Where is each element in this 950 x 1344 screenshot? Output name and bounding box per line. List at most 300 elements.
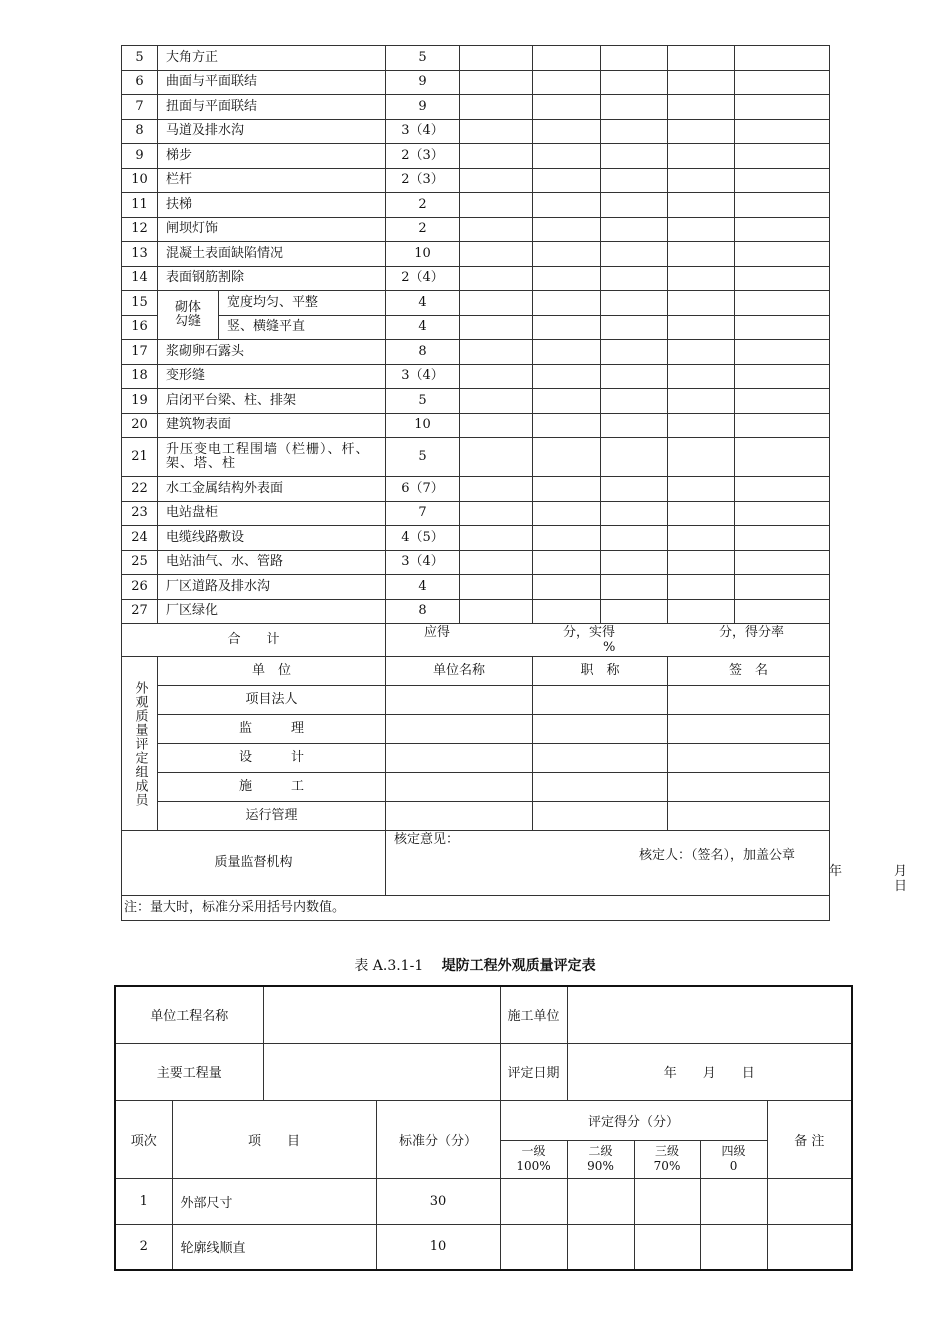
total-rate-label: 分，得分率 [719, 625, 785, 640]
score-entry-cell[interactable] [533, 193, 601, 218]
row-item: 启闭平台梁、柱、排架 [158, 389, 386, 414]
score-entry-cell[interactable] [668, 242, 735, 267]
score-entry-cell[interactable] [460, 70, 533, 95]
score-entry-cell[interactable] [668, 266, 735, 291]
row-item: 外部尺寸 [172, 1178, 376, 1224]
score-entry-cell[interactable] [533, 526, 601, 551]
table-row [122, 364, 830, 389]
caption-prefix: 表 A.3.1-1 [354, 958, 424, 974]
score-entry-cell[interactable] [601, 599, 668, 624]
score-entry-cell[interactable] [533, 550, 601, 575]
score-entry-cell[interactable] [601, 438, 668, 477]
score-entry-cell[interactable] [460, 526, 533, 551]
row-number: 18 [122, 364, 158, 389]
score-entry-cell[interactable] [460, 340, 533, 365]
table-row [122, 217, 830, 242]
row-number: 8 [122, 119, 158, 144]
score-entry-cell[interactable] [735, 315, 830, 340]
score-entry-cell[interactable] [668, 526, 735, 551]
score-entry-cell[interactable] [533, 315, 601, 340]
grade-percent: 100% [516, 1159, 551, 1173]
score-entry-cell[interactable] [533, 46, 601, 71]
note-text: 注：量大时，标准分采用括号内数值。 [122, 896, 830, 921]
row-item: 竖、横缝平直 [219, 315, 386, 340]
row-number: 15 [122, 291, 158, 316]
score-entry-cell[interactable] [601, 477, 668, 502]
panel-unit-name-cell[interactable] [386, 744, 533, 773]
score-entry-cell[interactable] [533, 438, 601, 477]
col-score-header: 评定得分（分） [500, 1100, 767, 1140]
score-entry-cell[interactable] [500, 1178, 567, 1224]
score-entry-cell[interactable] [735, 340, 830, 365]
row-number: 7 [122, 95, 158, 120]
panel-signature-cell[interactable] [668, 744, 830, 773]
table-row [122, 70, 830, 95]
row-standard-score: 4 [386, 315, 460, 340]
score-entry-cell[interactable] [668, 291, 735, 316]
row-item: 表面钢筋割除 [158, 266, 386, 291]
table-row [122, 413, 830, 438]
grade-percent: 90% [587, 1159, 614, 1173]
grade-name: 三级 [655, 1144, 680, 1158]
score-entry-cell[interactable] [460, 364, 533, 389]
panel-row [122, 715, 830, 744]
panel-unit-name-cell[interactable] [386, 686, 533, 715]
score-entry-cell[interactable] [533, 119, 601, 144]
score-entry-cell[interactable] [533, 168, 601, 193]
row-number: 19 [122, 389, 158, 414]
score-entry-cell[interactable] [601, 95, 668, 120]
row-number: 24 [122, 526, 158, 551]
panel-header-unit-name: 单位名称 [386, 657, 533, 686]
row-standard-score: 30 [376, 1178, 500, 1224]
score-entry-cell[interactable] [767, 1178, 852, 1224]
score-entry-cell[interactable] [533, 217, 601, 242]
date-month: 月 [894, 864, 908, 879]
score-entry-cell[interactable] [735, 70, 830, 95]
table-row [122, 599, 830, 624]
score-entry-cell[interactable] [533, 501, 601, 526]
score-entry-cell[interactable] [567, 1224, 634, 1270]
row-standard-score: 5 [386, 438, 460, 477]
row-standard-score: 3（4） [386, 364, 460, 389]
row-standard-score: 2 [386, 217, 460, 242]
row-item: 栏杆 [158, 168, 386, 193]
score-entry-cell[interactable] [601, 315, 668, 340]
row-item: 浆砌卵石露头 [158, 340, 386, 365]
row-item: 闸坝灯饰 [158, 217, 386, 242]
builder-value[interactable] [567, 986, 852, 1043]
panel-header-unit: 单 位 [158, 657, 386, 686]
col-remark-header: 备 注 [767, 1100, 852, 1178]
score-entry-cell[interactable] [668, 389, 735, 414]
panel-role: 施 工 [158, 773, 386, 802]
date-value[interactable]: 年 月 日 [567, 1043, 852, 1100]
row-standard-score: 5 [386, 46, 460, 71]
panel-signature-cell[interactable] [668, 802, 830, 831]
grade-percent: 0 [729, 1159, 738, 1173]
grade-name: 二级 [588, 1144, 613, 1158]
row-number: 23 [122, 501, 158, 526]
score-entry-cell[interactable] [668, 70, 735, 95]
unit-name-label: 单位工程名称 [115, 986, 263, 1043]
row-standard-score: 9 [386, 95, 460, 120]
score-entry-cell[interactable] [634, 1178, 700, 1224]
masonry-group-label: 砌体勾缝 [158, 291, 219, 340]
total-should-label: 应得 [424, 625, 451, 640]
score-entry-cell[interactable] [668, 144, 735, 169]
row-standard-score: 8 [386, 340, 460, 365]
quality-score-table [121, 45, 908, 921]
grade-header [700, 1140, 767, 1178]
score-entry-cell[interactable] [460, 266, 533, 291]
col-item-header: 项 目 [172, 1100, 376, 1178]
table-row [122, 46, 830, 71]
panel-role: 运行管理 [158, 802, 386, 831]
score-entry-cell[interactable] [460, 501, 533, 526]
table-row [122, 575, 830, 600]
score-entry-cell[interactable] [735, 119, 830, 144]
row-standard-score: 2 [386, 193, 460, 218]
row-number: 21 [122, 438, 158, 477]
row-item: 混凝土表面缺陷情况 [158, 242, 386, 267]
total-summary[interactable] [386, 624, 830, 657]
row-number: 17 [122, 340, 158, 365]
panel-signature-cell[interactable] [668, 773, 830, 802]
score-entry-cell[interactable] [668, 575, 735, 600]
panel-unit-name-cell[interactable] [386, 715, 533, 744]
score-entry-cell[interactable] [735, 291, 830, 316]
score-entry-cell[interactable] [533, 389, 601, 414]
row-number: 26 [122, 575, 158, 600]
panel-title-cell[interactable] [533, 773, 668, 802]
panel-signature-cell[interactable] [668, 715, 830, 744]
total-row [122, 624, 830, 657]
row-item: 梯步 [158, 144, 386, 169]
score-entry-cell[interactable] [601, 119, 668, 144]
row-item: 宽度均匀、平整 [219, 291, 386, 316]
row-item: 扶梯 [158, 193, 386, 218]
score-entry-cell[interactable] [735, 575, 830, 600]
score-entry-cell[interactable] [735, 438, 830, 477]
table-caption [0, 955, 950, 975]
row-standard-score: 2（3） [386, 168, 460, 193]
score-entry-cell[interactable] [460, 477, 533, 502]
panel-title-cell[interactable] [533, 715, 668, 744]
table-row [122, 119, 830, 144]
score-entry-cell[interactable] [668, 599, 735, 624]
signer-label: 核定人：（签名），加盖公章 [639, 848, 796, 863]
row-standard-score: 2（3） [386, 144, 460, 169]
date-label: 评定日期 [500, 1043, 567, 1100]
table-row [122, 193, 830, 218]
row-item: 升压变电工程围墙（栏栅）、杆、架、塔、柱 [158, 438, 386, 477]
row-standard-score: 10 [386, 413, 460, 438]
score-entry-cell[interactable] [460, 438, 533, 477]
panel-header-signature: 签 名 [668, 657, 830, 686]
row-number: 1 [115, 1178, 172, 1224]
col-std-header: 标准分（分） [376, 1100, 500, 1178]
row-number: 5 [122, 46, 158, 71]
score-entry-cell[interactable] [460, 291, 533, 316]
panel-title-cell[interactable] [533, 744, 668, 773]
row-item: 轮廓线顺直 [172, 1224, 376, 1270]
score-entry-cell[interactable] [533, 266, 601, 291]
row-standard-score: 4 [386, 291, 460, 316]
quantity-label: 主要工程量 [115, 1043, 263, 1100]
score-entry-cell[interactable] [601, 217, 668, 242]
score-entry-cell[interactable] [735, 501, 830, 526]
row-number: 22 [122, 477, 158, 502]
score-entry-cell[interactable] [735, 413, 830, 438]
score-entry-cell[interactable] [735, 266, 830, 291]
score-entry-cell[interactable] [533, 242, 601, 267]
score-entry-cell[interactable] [460, 389, 533, 414]
panel-role: 设 计 [158, 744, 386, 773]
row-number: 25 [122, 550, 158, 575]
score-entry-cell[interactable] [533, 364, 601, 389]
panel-role: 项目法人 [158, 686, 386, 715]
table-row [122, 266, 830, 291]
score-entry-cell[interactable] [735, 217, 830, 242]
quantity-value[interactable] [263, 1043, 500, 1100]
row-number: 13 [122, 242, 158, 267]
total-actual-label: 分，实得 [563, 625, 616, 640]
row-standard-score: 10 [376, 1224, 500, 1270]
score-entry-cell[interactable] [460, 217, 533, 242]
table-row [122, 438, 830, 477]
dike-quality-table [114, 985, 853, 1271]
score-entry-cell[interactable] [735, 389, 830, 414]
score-entry-cell[interactable] [460, 95, 533, 120]
table-row [122, 501, 830, 526]
score-entry-cell[interactable] [601, 291, 668, 316]
score-entry-cell[interactable] [460, 550, 533, 575]
panel-title-cell[interactable] [533, 686, 668, 715]
unit-name-value[interactable] [263, 986, 500, 1043]
score-entry-cell[interactable] [533, 575, 601, 600]
score-entry-cell[interactable] [460, 144, 533, 169]
table-row [122, 291, 830, 316]
date-year: 年 [829, 864, 843, 879]
score-entry-cell[interactable] [668, 119, 735, 144]
row-number: 14 [122, 266, 158, 291]
score-entry-cell[interactable] [533, 144, 601, 169]
score-entry-cell[interactable] [668, 501, 735, 526]
row-number: 10 [122, 168, 158, 193]
table-row [115, 1178, 852, 1224]
row-standard-score: 3（4） [386, 550, 460, 575]
score-entry-cell[interactable] [634, 1224, 700, 1270]
grade-header [567, 1140, 634, 1178]
score-entry-cell[interactable] [668, 315, 735, 340]
score-entry-cell[interactable] [735, 364, 830, 389]
score-entry-cell[interactable] [601, 193, 668, 218]
row-item: 变形缝 [158, 364, 386, 389]
score-entry-cell[interactable] [735, 550, 830, 575]
supervision-opinion-cell[interactable] [386, 831, 908, 896]
row-number: 2 [115, 1224, 172, 1270]
row-item: 电站盘柜 [158, 501, 386, 526]
supervision-row [122, 831, 830, 896]
score-entry-cell[interactable] [735, 477, 830, 502]
caption-title: 堤防工程外观质量评定表 [441, 958, 596, 974]
score-entry-cell[interactable] [500, 1224, 567, 1270]
panel-row [122, 744, 830, 773]
grade-percent: 70% [653, 1159, 681, 1173]
score-entry-cell[interactable] [668, 550, 735, 575]
score-entry-cell[interactable] [668, 168, 735, 193]
row-standard-score: 8 [386, 599, 460, 624]
score-entry-cell[interactable] [533, 95, 601, 120]
row-standard-score: 5 [386, 389, 460, 414]
score-entry-cell[interactable] [460, 119, 533, 144]
row-number: 20 [122, 413, 158, 438]
panel-side-label: 外观质量评定组成员 [122, 657, 158, 831]
table-row [115, 1224, 852, 1270]
supervision-label: 质量监督机构 [122, 831, 386, 896]
score-entry-cell[interactable] [668, 364, 735, 389]
score-entry-cell[interactable] [533, 340, 601, 365]
row-standard-score: 9 [386, 70, 460, 95]
table-row [122, 550, 830, 575]
score-entry-cell[interactable] [668, 46, 735, 71]
score-entry-cell[interactable] [567, 1178, 634, 1224]
score-entry-cell[interactable] [533, 70, 601, 95]
score-entry-cell[interactable] [700, 1178, 767, 1224]
score-entry-cell[interactable] [601, 550, 668, 575]
row-standard-score: 4（5） [386, 526, 460, 551]
score-entry-cell[interactable] [668, 340, 735, 365]
row-number: 9 [122, 144, 158, 169]
table-row [122, 242, 830, 267]
row-item: 马道及排水沟 [158, 119, 386, 144]
row-standard-score: 6（7） [386, 477, 460, 502]
row-standard-score: 2（4） [386, 266, 460, 291]
score-entry-cell[interactable] [668, 413, 735, 438]
score-entry-cell[interactable] [668, 217, 735, 242]
row-item: 建筑物表面 [158, 413, 386, 438]
score-entry-cell[interactable] [460, 168, 533, 193]
table-row [122, 340, 830, 365]
builder-label: 施工单位 [500, 986, 567, 1043]
col-no-header: 项次 [115, 1100, 172, 1178]
row-standard-score: 4 [386, 575, 460, 600]
score-entry-cell[interactable] [668, 193, 735, 218]
date-day: 日 [894, 879, 908, 894]
score-entry-cell[interactable] [601, 168, 668, 193]
score-entry-cell[interactable] [735, 193, 830, 218]
score-entry-cell[interactable] [735, 95, 830, 120]
panel-row [122, 773, 830, 802]
score-entry-cell[interactable] [601, 144, 668, 169]
score-entry-cell[interactable] [601, 340, 668, 365]
row-item: 厂区道路及排水沟 [158, 575, 386, 600]
row-standard-score: 7 [386, 501, 460, 526]
score-entry-cell[interactable] [668, 95, 735, 120]
score-entry-cell[interactable] [767, 1224, 852, 1270]
table-row [122, 477, 830, 502]
score-entry-cell[interactable] [460, 599, 533, 624]
score-entry-cell[interactable] [460, 413, 533, 438]
panel-role: 监 理 [158, 715, 386, 744]
panel-unit-name-cell[interactable] [386, 802, 533, 831]
panel-title-cell[interactable] [533, 802, 668, 831]
score-entry-cell[interactable] [735, 242, 830, 267]
score-entry-cell[interactable] [601, 266, 668, 291]
score-entry-cell[interactable] [601, 46, 668, 71]
score-entry-cell[interactable] [700, 1224, 767, 1270]
score-entry-cell[interactable] [533, 413, 601, 438]
row-item: 大角方正 [158, 46, 386, 71]
row-standard-score: 3（4） [386, 119, 460, 144]
score-entry-cell[interactable] [460, 315, 533, 340]
grade-name: 四级 [721, 1144, 746, 1158]
row-item: 电缆线路敷设 [158, 526, 386, 551]
grade-name: 一级 [521, 1144, 546, 1158]
score-entry-cell[interactable] [601, 242, 668, 267]
score-entry-cell[interactable] [601, 501, 668, 526]
score-entry-cell[interactable] [668, 438, 735, 477]
row-number: 16 [122, 315, 158, 340]
score-entry-cell[interactable] [460, 193, 533, 218]
score-entry-cell[interactable] [735, 144, 830, 169]
score-entry-cell[interactable] [460, 242, 533, 267]
score-entry-cell[interactable] [460, 575, 533, 600]
score-entry-cell[interactable] [735, 526, 830, 551]
score-entry-cell[interactable] [601, 526, 668, 551]
row-item: 厂区绿化 [158, 599, 386, 624]
panel-row [122, 686, 830, 715]
score-entry-cell[interactable] [735, 46, 830, 71]
row-item: 曲面与平面联结 [158, 70, 386, 95]
score-entry-cell[interactable] [735, 599, 830, 624]
row-standard-score: 10 [386, 242, 460, 267]
score-entry-cell[interactable] [601, 389, 668, 414]
note-row [122, 896, 830, 921]
table-row [122, 95, 830, 120]
score-entry-cell[interactable] [533, 291, 601, 316]
grade-header [500, 1140, 567, 1178]
table-row [122, 144, 830, 169]
total-label: 合 计 [122, 624, 386, 657]
panel-header-row [122, 657, 830, 686]
table-row [122, 168, 830, 193]
score-entry-cell[interactable] [668, 477, 735, 502]
row-number: 6 [122, 70, 158, 95]
score-entry-cell[interactable] [460, 46, 533, 71]
row-item: 电站油气、水、管路 [158, 550, 386, 575]
score-entry-cell[interactable] [601, 364, 668, 389]
score-entry-cell[interactable] [533, 477, 601, 502]
row-number: 27 [122, 599, 158, 624]
opinion-label: 核定意见： [394, 832, 460, 847]
table-row [122, 526, 830, 551]
table-row [122, 389, 830, 414]
row-number: 12 [122, 217, 158, 242]
score-entry-cell[interactable] [601, 575, 668, 600]
panel-header-title: 职 称 [533, 657, 668, 686]
row-number: 11 [122, 193, 158, 218]
score-entry-cell[interactable] [735, 168, 830, 193]
score-entry-cell[interactable] [601, 70, 668, 95]
total-percent: % [603, 640, 616, 655]
panel-unit-name-cell[interactable] [386, 773, 533, 802]
panel-signature-cell[interactable] [668, 686, 830, 715]
score-entry-cell[interactable] [533, 599, 601, 624]
row-item: 扭面与平面联结 [158, 95, 386, 120]
score-entry-cell[interactable] [601, 413, 668, 438]
